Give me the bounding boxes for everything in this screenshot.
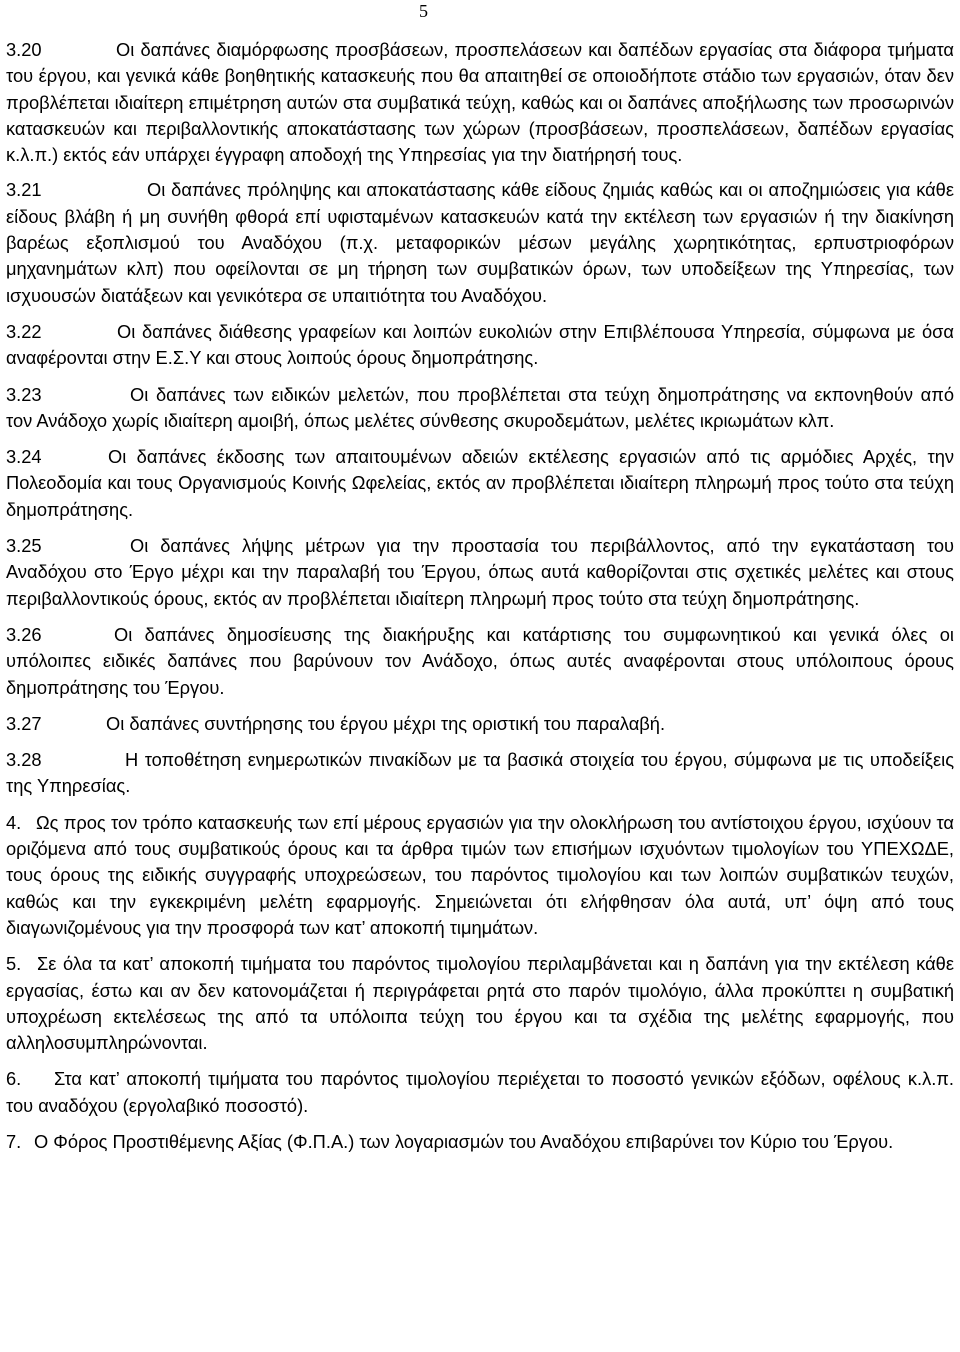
paragraph-text: Οι δαπάνες πρόληψης και αποκατάστασης κάθε είδους ζημιάς καθώς και οι αποζημιώσεις για κάθε είδους βλάβη ή μη συνήθη φθορά επί υφισταμένων κατασκευών κατά την εκτέλεση των εργασιών ή την διακίνηση βαρέως εξοπλισμού του Αναδόχου (π.χ. μεταφορικών μέσων μεγάλης χωρητικότητας, ερπυστριοφόρων μηχανημάτων κλπ) που οφείλονται σε μη τήρηση των συμβατικών όρων, των υποδείξεων της Υπηρεσίας, των ισχυουσών διατάξεων και γενικότερα σε υπαιτιότητα του Αναδόχου. (6, 179, 954, 306)
paragraph-number: 3.28 (6, 749, 42, 771)
paragraph-number: 3.25 (6, 535, 42, 557)
paragraph-number: 3.24 (6, 446, 42, 468)
paragraph-number: 3.23 (6, 383, 42, 405)
paragraph-text: Οι δαπάνες λήψης μέτρων για την προστασία του περιβάλλοντος, από την εγκατάσταση του Αναδόχου στο Έργο μέχρι και την παραλαβή του Έργου, όπως αυτά καθορίζονται στις σχετικές μελέτες και στους περιβαλλοντικούς όρους, εκτός αν προβλέπεται ιδιαίτερη πληρωμή προς τούτο στα τεύχη δημοπράτησης. (6, 535, 954, 609)
paragraph-number: 6. (6, 1068, 22, 1090)
paragraph-text: Η τοποθέτηση ενημερωτικών πινακίδων με τα βασικά στοιχεία του έργου, σύμφωνα με τις υποδείξεις της Υπηρεσίας. (6, 749, 954, 797)
paragraph-number: 3.20 (6, 39, 42, 60)
paragraph-3-23 (6, 382, 954, 435)
paragraph-6 (6, 1066, 954, 1119)
paragraph-text: Οι δαπάνες διάθεσης γραφείων και λοιπών ευκολιών στην Επιβλέπουσα Υπηρεσία, σύμφωνα με όσα αναφέρονται στην Ε.Σ.Υ και στους λοιπούς όρους δημοπράτησης. (6, 320, 954, 369)
paragraph-text: Ο Φόρος Προστιθέμενης Αξίας (Φ.Π.Α.) των λογαριασμών του Αναδόχου επιβαρύνει τον Κύριο του Έργου. (34, 1130, 894, 1152)
paragraph-3-27 (6, 711, 954, 737)
paragraph-number: 3.26 (6, 623, 42, 645)
paragraph-3-22 (6, 319, 954, 372)
paragraph-number: 3.21 (6, 179, 42, 201)
paragraph-3-24 (6, 444, 954, 523)
paragraph-3-28 (6, 747, 954, 800)
paragraph-number: 5. (6, 953, 22, 975)
paragraph-3-21 (6, 177, 954, 308)
paragraph-text: Οι δαπάνες συντήρησης του έργου μέχρι της οριστική του παραλαβή. (106, 712, 666, 734)
paragraph-text: Σε όλα τα κατ’ αποκοπή τιμήματα του παρόντος τιμολογίου περιλαμβάνεται και η δαπάνη για την εκτέλεση κάθε εργασίας, έστω και αν δεν κατονομάζεται ή περιγράφεται ρητά στο παρόν τιμολόγιο, άλλα προκύπτει η συμβατική υποχρέωση εκτελέσεως της από τα υπόλοιπα τεύχη του έργου και τα σχέδια της μελέτης εφαρμογής, που αλληλοσυμπληρώνονται. (6, 953, 954, 1054)
paragraph-text: Οι δαπάνες δημοσίευσης της διακήρυξης και κατάρτισης του συμφωνητικού και γενικά όλες οι υπόλοιπες ειδικές δαπάνες που βαρύνουν τον Ανάδοχο, όπως αυτές αναφέρονται στους υπόλοιπους όρους δημοπράτησης του Έργου. (6, 623, 954, 698)
paragraph-number: 3.22 (6, 320, 42, 342)
paragraph-3-20 (6, 37, 954, 168)
paragraph-3-25 (6, 533, 954, 612)
paragraph-text: Οι δαπάνες διαμόρφωσης προσβάσεων, προσπελάσεων και δαπέδων εργασίας στα διάφορα τμήματα του έργου, και γενικά κάθε βοηθητικής κατασκευής που θα απαιτηθεί σε οποιοδήποτε στάδιο των εργασιών, όταν δεν προβλέπεται ιδιαίτερη επιμέτρηση αυτών στα συμβατικά τεύχη, καθώς και οι δαπάνες αποξήλωσης των προσωρινών κατασκευών και περιβαλλοντικής αποκατάστασης των χώρων (προσβάσεων, προσπελάσεων, δαπέδων εργασίας κ.λ.π.) εκτός εάν υπάρχει έγγραφη αποδοχή της Υπηρεσίας για την διατήρησή τους. (6, 39, 954, 166)
paragraph-number: 7. (6, 1130, 22, 1152)
paragraph-number: 4. (6, 811, 22, 833)
page-number: 5 (419, 1, 428, 21)
paragraph-text: Οι δαπάνες των ειδικών μελετών, που προβλέπεται στα τεύχη δημοπράτησης να εκπονηθούν από τον Ανάδοχο χωρίς ιδιαίτερη αμοιβή, όπως μελέτες σύνθεσης σκυροδεμάτων, μελέτες ικριωμάτων κλπ. (6, 383, 954, 431)
paragraph-3-26 (6, 622, 954, 701)
paragraph-7 (6, 1129, 954, 1155)
paragraph-text: Οι δαπάνες έκδοσης των απαιτουμένων αδειών εκτέλεσης εργασιών από τις αρμόδιες Αρχές, την Πολεοδομία και τους Οργανισμούς Κοινής Ωφελείας, εκτός αν προβλέπεται ιδιαίτερη πληρωμή προς τούτο στα τεύχη δημοπράτησης. (6, 446, 954, 520)
paragraph-text: Ως προς τον τρόπο κατασκευής των επί μέρους εργασιών για την ολοκλήρωση του αντίστοιχου έργου, ισχύουν τα οριζόμενα από τους συμβατικούς όρους και τα άρθρα τιμών των επισήμων ισχυόντων τιμολογίων του ΥΠΕΧΩΔΕ, τους όρους της ειδικής συγγραφής υποχρεώσεων, του παρόντος τιμολογίου και των λοιπών συμβατικών τευχών, καθώς και την εγκεκριμένη μελέτη εφαρμογής. Σημειώνεται ότι ελήφθησαν όλα αυτά, υπ’ όψη από τους διαγωνιζομένους για την προσφορά των κατ’ αποκοπή τιμημάτων. (6, 811, 954, 938)
paragraph-5 (6, 951, 954, 1056)
document-body (6, 37, 954, 1155)
paragraph-number: 3.27 (6, 712, 42, 734)
paragraph-4 (6, 810, 954, 941)
paragraph-text: Στα κατ’ αποκοπή τιμήματα του παρόντος τιμολογίου περιέχεται το ποσοστό γενικών εξόδων, οφέλους κ.λ.π. του αναδόχου (εργολαβικό ποσοστό). (6, 1068, 954, 1116)
